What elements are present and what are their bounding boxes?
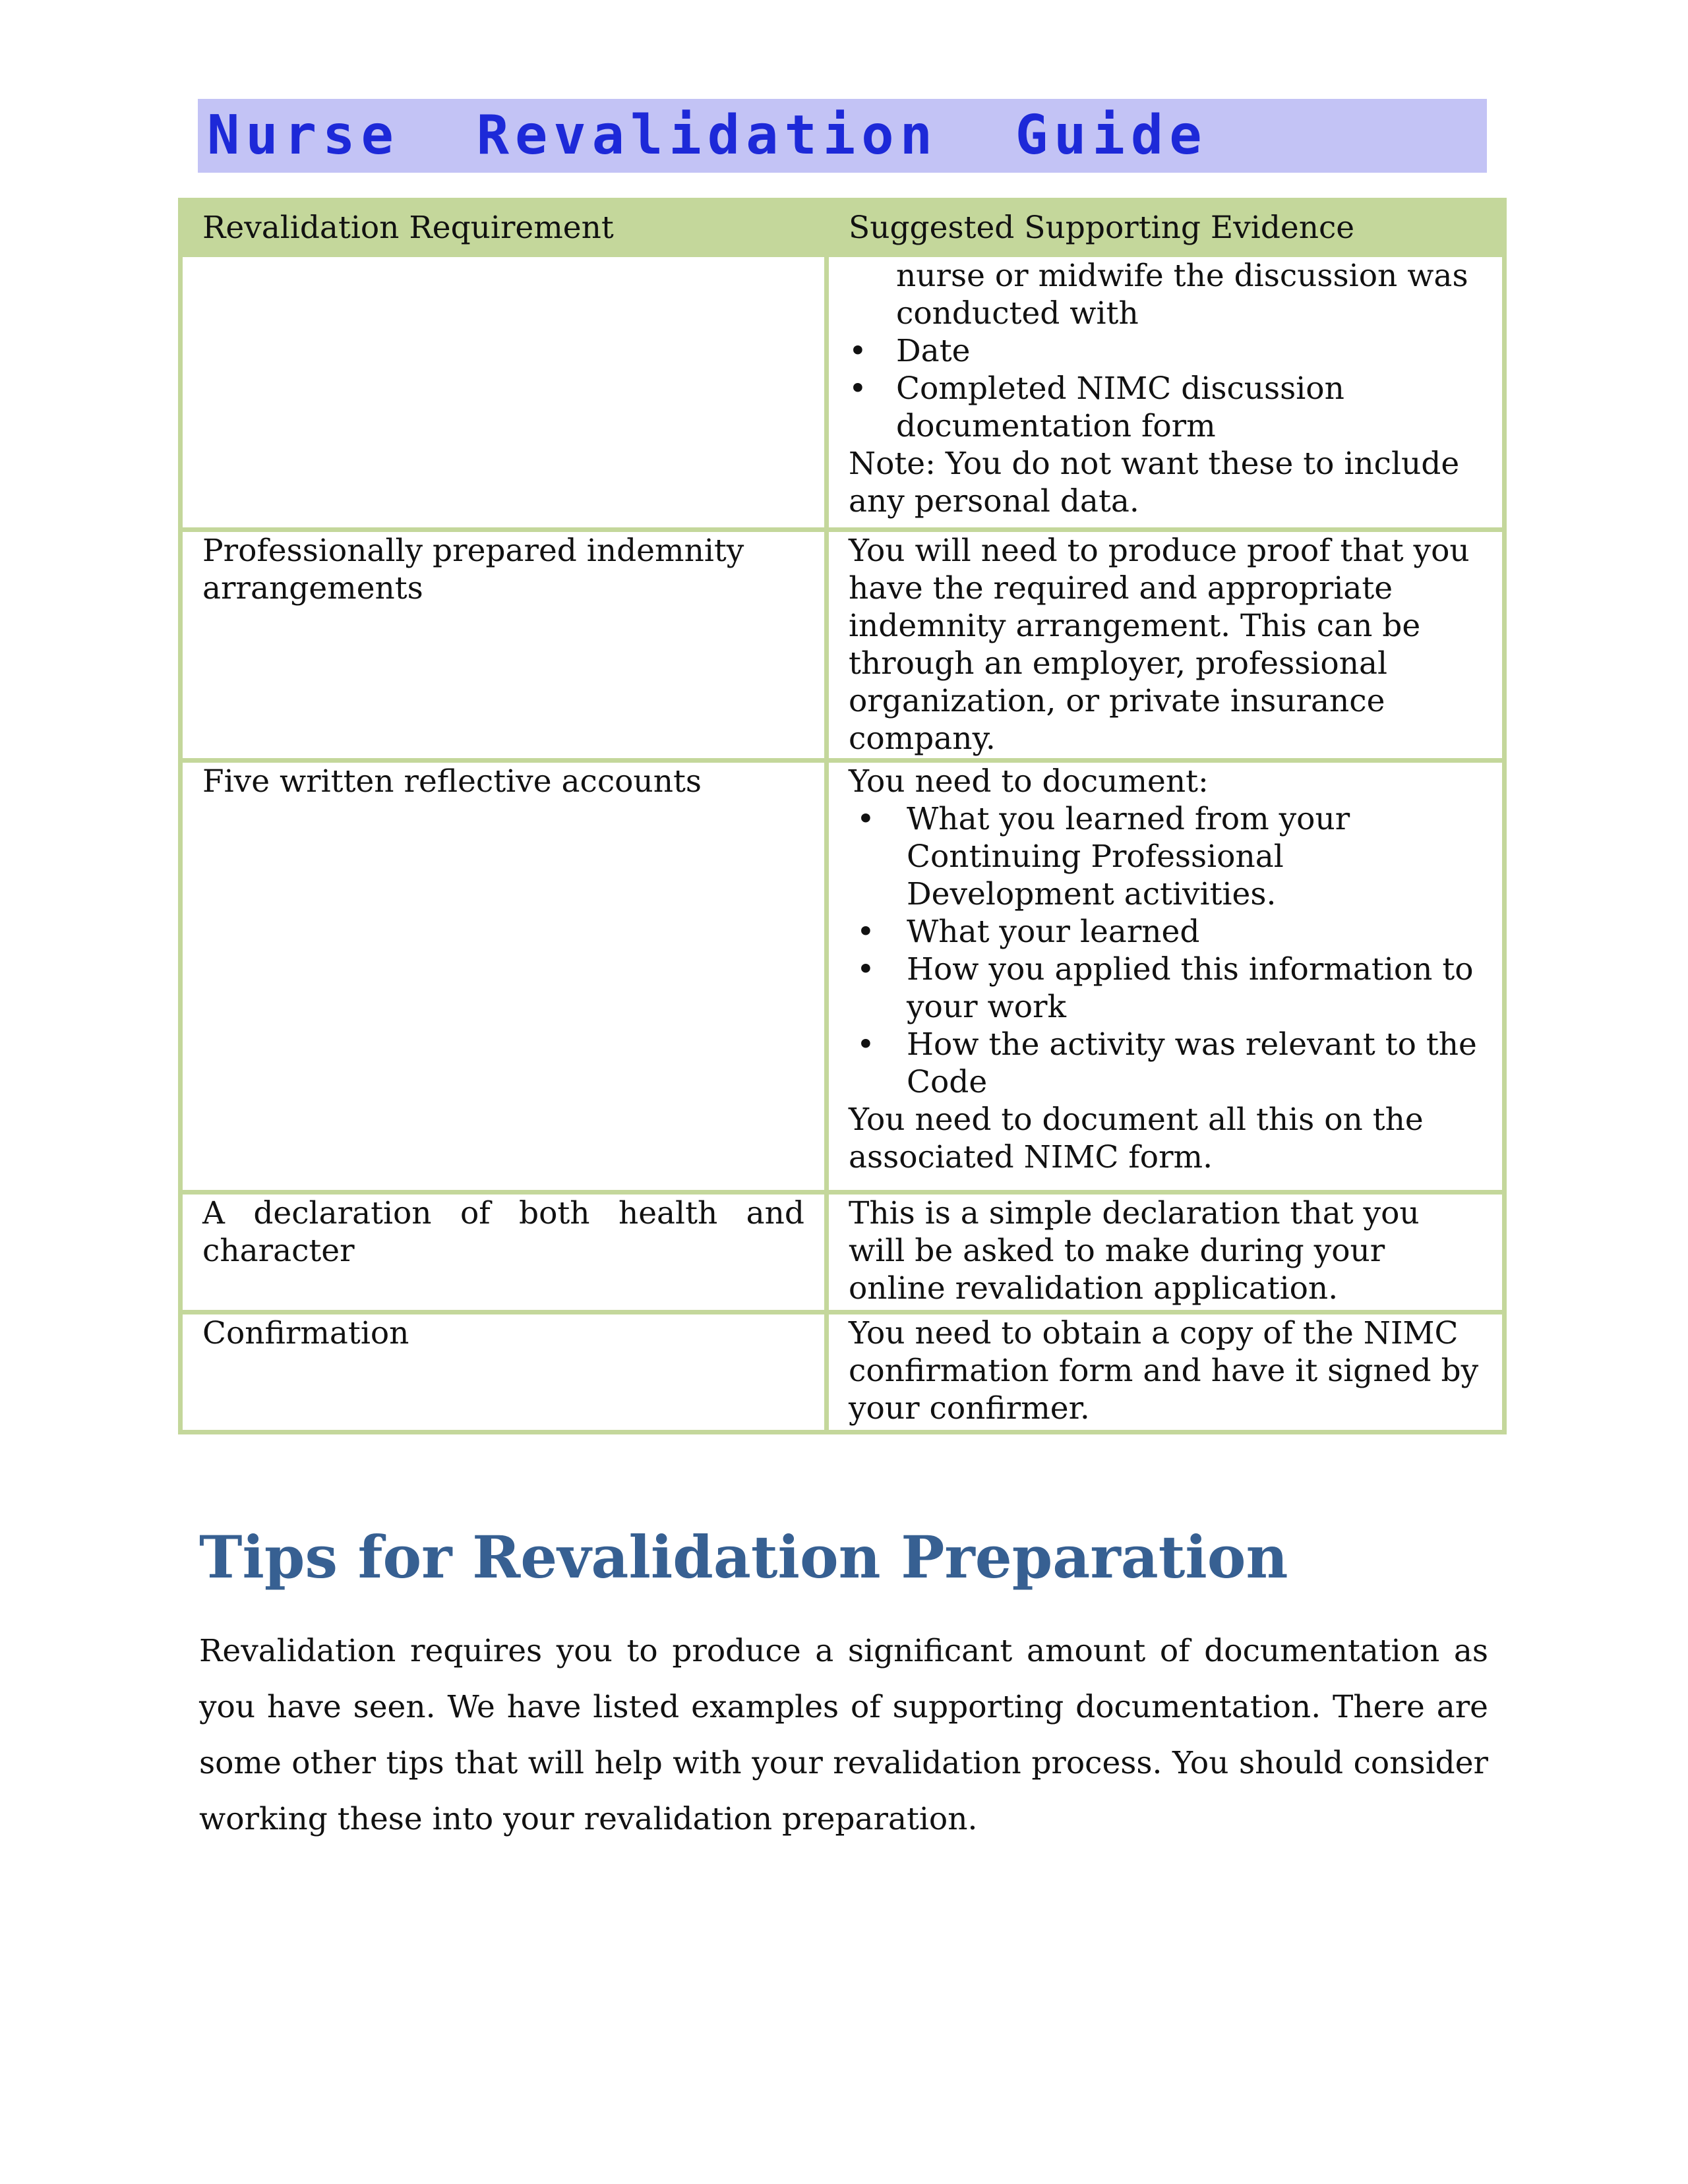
bullet-icon: • [849,333,867,369]
table-row [181,1313,1505,1432]
evidence-note: Note: You do not want these to include any personal data. [849,446,1460,519]
requirement-cell: Five written reflective accounts [181,761,827,1193]
list-item: • Completed NIMC discussion documentation form [849,370,1344,444]
list-item: • How the activity was relevant to the Code [857,1026,1477,1100]
evidence-intro: You need to document: [849,763,1209,800]
requirement-cell: Professionally prepared indemnity arrangements [181,530,827,761]
list-item: • What you learned from your Continuing Professional Development activities. [857,801,1350,912]
requirement-cell [181,1193,827,1313]
bullet-icon: • [857,914,875,950]
evidence-cell [827,255,1505,530]
evidence-outro: You need to document all this on the associated NIMC form. [849,1102,1424,1175]
section-paragraph: Revalidation requires you to produce a significant amount of documentation as you have seen. We have listed examples of supporting documentation. There are some other tips that will help with your revalidation process. You should consider working these into your revalidation preparation. [199,1633,1488,1837]
table-row [181,761,1505,1193]
table-row [181,1193,1505,1313]
list-item: • What your learned [857,914,1200,950]
evidence-cell: You need to obtain a copy of the NIMC confirmation form and have it signed by your confirmer. [827,1313,1505,1432]
requirement-cell [181,255,827,530]
section-heading: Tips for Revalidation Preparation [199,1523,1288,1591]
bullet-icon: • [849,370,867,407]
requirements-table [178,198,1502,1434]
evidence-cell: You will need to produce proof that you have the required and appropriate indemnity arrangement. This can be through an employer, professional organization, or private insurance company. [827,530,1505,761]
page-title: Nurse Revalidation Guide [207,104,1208,167]
evidence-cell: This is a simple declaration that you will be asked to make during your online revalidation application. [827,1193,1505,1313]
table-row [181,255,1505,530]
bullet-icon: • [857,1026,875,1063]
evidence-cell [827,761,1505,1193]
evidence-list [849,800,1482,1101]
title-banner [198,99,1487,173]
table-row [181,530,1505,761]
header-requirement: Revalidation Requirement [181,200,827,255]
bullet-icon: • [857,801,875,837]
evidence-continuation: nurse or midwife the discussion was conducted with [896,258,1468,332]
bullet-icon: • [857,951,875,988]
requirement-line: A declaration of both health and [202,1195,804,1231]
requirement-line: character [202,1233,355,1269]
table-header-row [181,200,1505,255]
header-evidence: Suggested Supporting Evidence [827,200,1505,255]
list-item: • Date [849,333,971,369]
requirement-cell: Confirmation [181,1313,827,1432]
evidence-list [849,332,1482,445]
list-item: • How you applied this information to your work [857,951,1474,1025]
